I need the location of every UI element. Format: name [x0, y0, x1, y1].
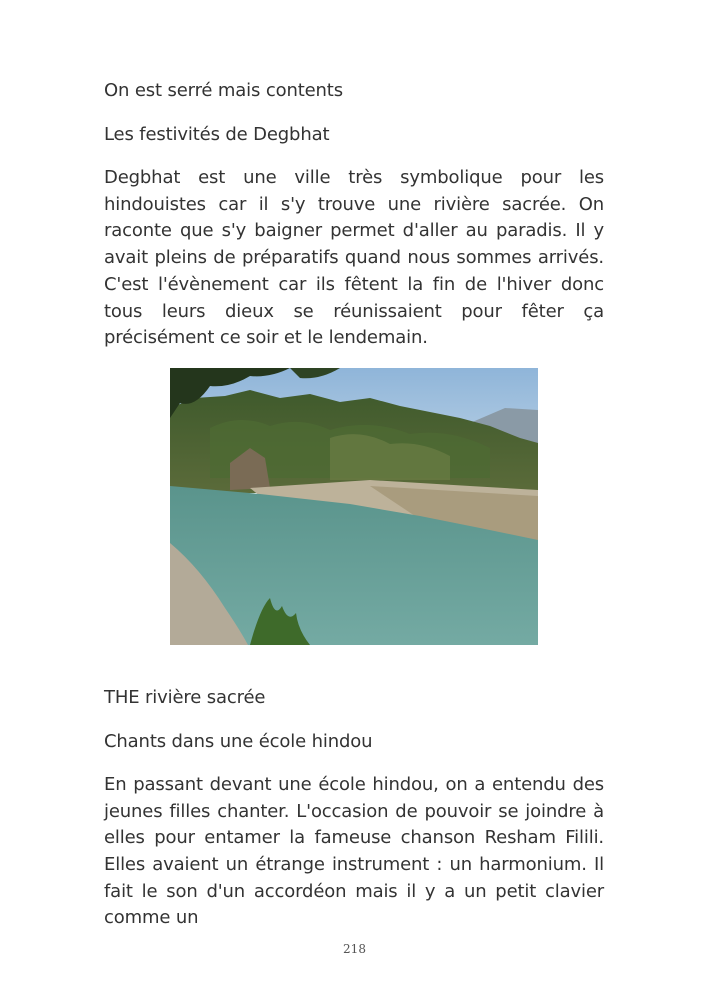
page-number: 218	[343, 942, 366, 956]
paragraph-degbhat: Degbhat est une ville très symbolique pour les hindouistes car il s'y trouve une rivière sacrée. On raconte que s'y baigner permet d'aller au paradis. Il y avait pleins de préparatifs quand nous sommes arrivés. C'est l'évènement car ils fêtent la fin de l'hiver donc tous leurs dieux se réunissaient pour fêter ça précisément ce soir et le lendemain.	[104, 167, 604, 349]
river-photo	[170, 368, 538, 645]
section-title-degbhat: Les festivités de Degbhat	[104, 124, 330, 145]
page-content	[104, 78, 604, 932]
photo-caption: THE rivière sacrée	[104, 686, 266, 708]
section-title-chants: Chants dans une école hindou	[104, 730, 373, 752]
paragraph-chants: En passant devant une école hindou, on a entendu des jeunes filles chanter. L'occasion de pouvoir se joindre à elles pour entamer la fameuse chanson Resham Filili. Elles avaient un étrange instrument : un harmonium. Il fait le son d'un accordéon mais il y a un petit clavier comme un	[104, 773, 604, 929]
photo-subtitle: On est serré mais contents	[104, 80, 343, 101]
